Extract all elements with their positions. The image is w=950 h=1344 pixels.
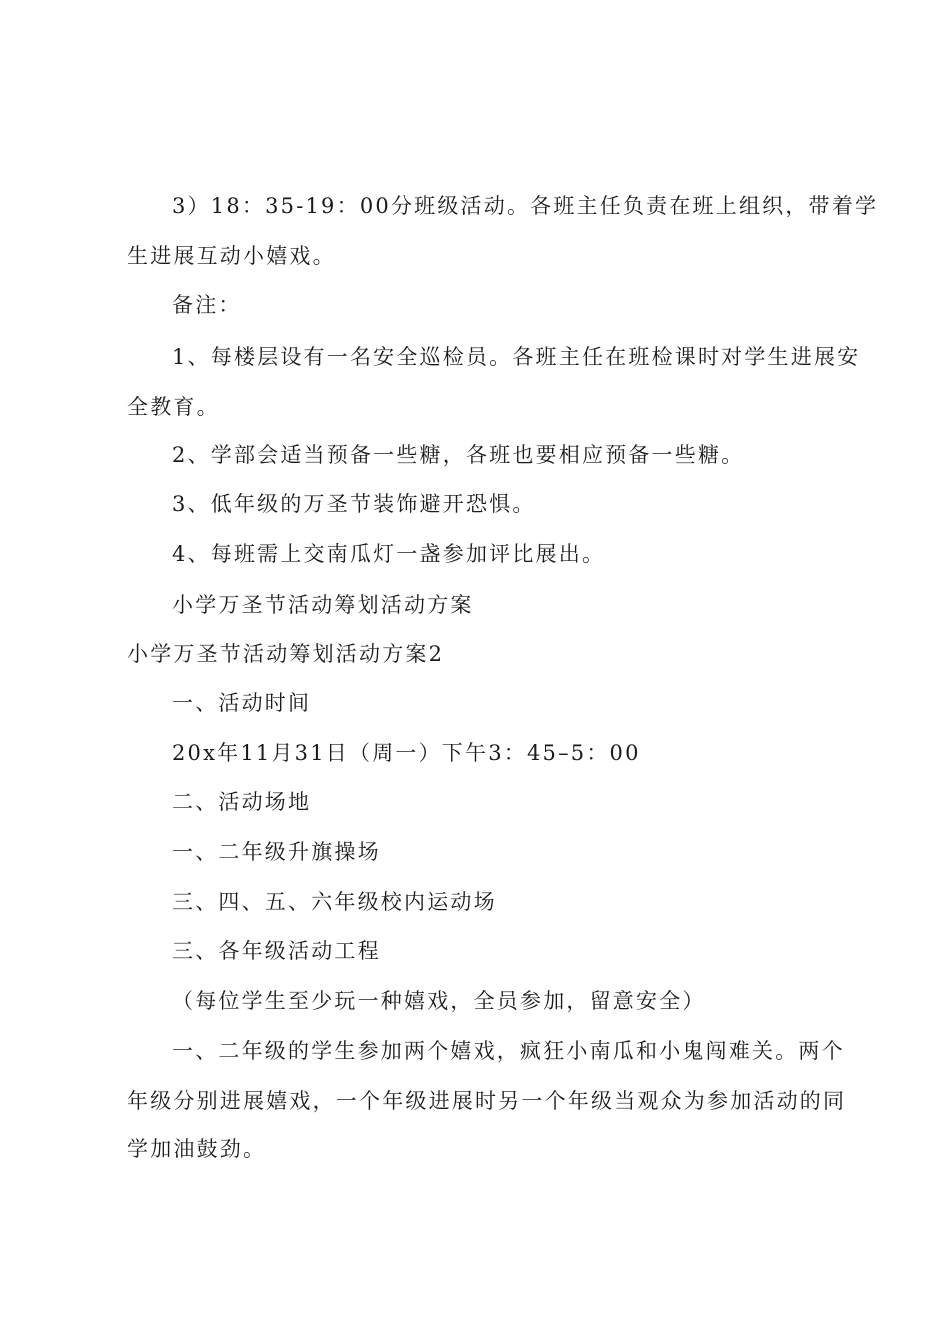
paragraph-line: 生进展互动小嬉戏。 — [127, 244, 336, 268]
paragraph-line: 2、学部会适当预备一些糖，各班也要相应预备一些糖。 — [172, 443, 745, 467]
paragraph-line: 一、二年级升旗操场 — [172, 840, 381, 864]
paragraph-line: 3）18：35-19：00分班级活动。各班主任负责在班上组织，带着学 — [172, 194, 879, 218]
paragraph-line: 学加油鼓劲。 — [127, 1137, 267, 1161]
paragraph-line: 一、二年级的学生参加两个嬉戏，疯狂小南瓜和小鬼闯难关。两个 — [172, 1039, 845, 1063]
section-heading: 二、活动场地 — [172, 790, 312, 814]
section-heading: 三、各年级活动工程 — [172, 939, 381, 963]
document-title: 小学万圣节活动筹划活动方案2 — [127, 642, 445, 666]
paragraph-line: （每位学生至少玩一种嬉戏，全员参加，留意安全） — [172, 989, 706, 1013]
paragraph-line: 全教育。 — [127, 395, 220, 419]
paragraph-line: 年级分别进展嬉戏，一个年级进展时另一个年级当观众为参加活动的同 — [127, 1089, 847, 1113]
paragraph-line: 3、低年级的万圣节装饰避开恐惧。 — [172, 492, 536, 516]
paragraph-line: 1、每楼层设有一名安全巡检员。各班主任在班检课时对学生进展安 — [172, 345, 861, 369]
section-heading: 一、活动时间 — [172, 691, 312, 715]
paragraph-line: 三、四、五、六年级校内运动场 — [172, 890, 497, 914]
section-heading: 小学万圣节活动筹划活动方案 — [172, 593, 474, 617]
paragraph-line: 20x年11月31日（周一）下午3：45–5：00 — [172, 741, 641, 765]
paragraph-line: 4、每班需上交南瓜灯一盏参加评比展出。 — [172, 542, 606, 566]
paragraph-line: 备注： — [172, 293, 242, 317]
